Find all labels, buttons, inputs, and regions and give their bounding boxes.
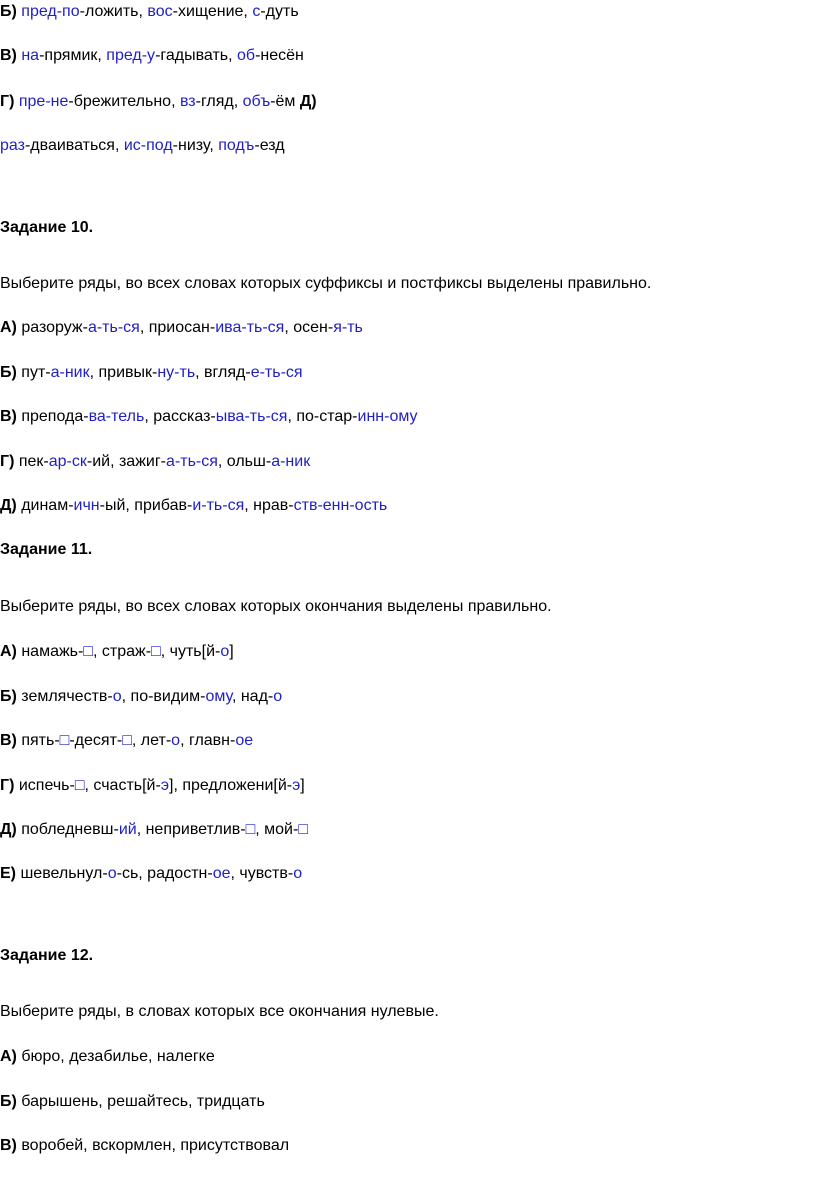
option-label: Б) <box>0 364 17 381</box>
option-row <box>0 318 363 338</box>
highlighted-morpheme: □ <box>74 777 85 794</box>
highlighted-morpheme: □ <box>83 643 94 660</box>
task-question: Выберите ряды, в словах которых все окончания нулевые. <box>0 1003 439 1020</box>
highlighted-morpheme: о <box>293 865 303 882</box>
highlighted-morpheme: □ <box>245 821 256 838</box>
option-row <box>0 496 387 516</box>
highlighted-morpheme: вос <box>147 3 173 20</box>
highlighted-morpheme: ое <box>235 732 254 749</box>
highlighted-morpheme: ыва-ть-ся <box>215 408 288 425</box>
word-text: -гадывать, <box>155 47 238 64</box>
word-text: , неприветлив- <box>136 821 246 838</box>
word-text: -ём <box>270 93 300 110</box>
highlighted-morpheme: ис-под <box>123 137 173 154</box>
word-text: -десят- <box>69 732 123 749</box>
word-text: бюро, дезабилье, налегке <box>21 1048 215 1065</box>
task-question: Выберите ряды, во всех словах которых окончания выделены правильно. <box>0 598 552 615</box>
word-text: , ольш- <box>217 453 272 470</box>
highlighted-morpheme: а-ник <box>50 364 90 381</box>
word-text: землячеств- <box>21 688 113 705</box>
option-row <box>0 452 310 472</box>
option-row <box>0 92 317 112</box>
highlighted-morpheme: □ <box>59 732 70 749</box>
highlighted-morpheme: о <box>107 865 117 882</box>
word-text: -ий, зажиг- <box>86 453 167 470</box>
word-text: -гляд, <box>195 93 243 110</box>
option-row <box>0 363 303 383</box>
highlighted-morpheme: □ <box>151 643 161 660</box>
option-label: А) <box>0 319 17 336</box>
task-title: Задание 12. <box>0 947 94 964</box>
option-label: Б) <box>0 688 17 705</box>
option-row <box>0 407 418 427</box>
option-row <box>0 731 253 751</box>
option-label: Г) <box>0 453 15 470</box>
highlighted-morpheme: ва-тель <box>88 408 145 425</box>
word-text: , нрав- <box>244 497 294 514</box>
option-row <box>0 46 304 66</box>
highlighted-morpheme: э <box>160 777 169 794</box>
word-text: , привык- <box>89 364 158 381</box>
option-label: Б) <box>0 1093 17 1110</box>
highlighted-morpheme: о <box>171 732 181 749</box>
word-text: , по-видим- <box>121 688 206 705</box>
option-label: А) <box>0 643 17 660</box>
option-row <box>0 2 299 22</box>
option-row <box>0 776 305 796</box>
highlighted-morpheme: ое <box>212 865 231 882</box>
option-row <box>0 1136 289 1156</box>
word-text: , осен- <box>284 319 334 336</box>
task-title: Задание 10. <box>0 219 94 236</box>
highlighted-morpheme: ива-ть-ся <box>215 319 285 336</box>
word-text: шевельнул- <box>20 865 108 882</box>
highlighted-morpheme: я-ть <box>333 319 363 336</box>
option-label: А) <box>0 1048 17 1065</box>
option-row-continuation <box>0 136 285 156</box>
highlighted-morpheme: ий <box>118 821 137 838</box>
word-text: -хищение, <box>172 3 253 20</box>
highlighted-morpheme: вз <box>179 93 196 110</box>
word-text: , чуть[й- <box>160 643 221 660</box>
highlighted-morpheme: ну-ть <box>157 364 196 381</box>
option-row <box>0 820 308 840</box>
option-row <box>0 642 234 662</box>
highlighted-morpheme: о <box>273 688 283 705</box>
option-label: В) <box>0 47 17 64</box>
word-text: пек- <box>18 453 49 470</box>
highlighted-morpheme: подъ <box>218 137 255 154</box>
option-label: Д) <box>0 821 17 838</box>
highlighted-morpheme: а-ник <box>271 453 311 470</box>
highlighted-morpheme: э <box>292 777 301 794</box>
word-text: испечь- <box>18 777 75 794</box>
word-text: воробей, вскормлен, присутствовал <box>21 1137 290 1154</box>
word-text: , лет- <box>131 732 172 749</box>
word-text: ] <box>229 643 234 660</box>
word-text: -прямик, <box>39 47 107 64</box>
word-text: намажь- <box>21 643 84 660</box>
option-label: Д) <box>299 93 317 110</box>
highlighted-morpheme: объ <box>242 93 271 110</box>
word-text: , рассказ- <box>144 408 216 425</box>
option-row <box>0 687 282 707</box>
option-label: В) <box>0 732 17 749</box>
word-text: ] <box>300 777 305 794</box>
option-row <box>0 1047 215 1067</box>
option-label: Д) <box>0 497 17 514</box>
highlighted-morpheme: ств-енн-ость <box>293 497 388 514</box>
option-label: В) <box>0 1137 17 1154</box>
highlighted-morpheme: раз <box>0 137 25 154</box>
highlighted-morpheme: ар-ск <box>48 453 87 470</box>
option-label: Г) <box>0 93 15 110</box>
word-text: , чувств- <box>230 865 294 882</box>
highlighted-morpheme: инн-ому <box>357 408 418 425</box>
option-label: Е) <box>0 865 16 882</box>
highlighted-morpheme: пред-по <box>21 3 80 20</box>
highlighted-morpheme: об <box>237 47 256 64</box>
highlighted-morpheme: пре-не <box>18 93 69 110</box>
word-text: -брежительно, <box>68 93 180 110</box>
word-text: -сь, радостн- <box>116 865 213 882</box>
highlighted-morpheme: е-ть-ся <box>250 364 303 381</box>
highlighted-morpheme: о <box>112 688 122 705</box>
word-text: , над- <box>231 688 274 705</box>
word-text: пут- <box>21 364 51 381</box>
word-text: -ый, прибав- <box>99 497 193 514</box>
word-text: барышень, решайтесь, тридцать <box>21 1093 265 1110</box>
word-text: , мой- <box>255 821 299 838</box>
option-label: Б) <box>0 3 17 20</box>
task-title: Задание 11. <box>0 541 93 558</box>
word-text: побледневш- <box>21 821 119 838</box>
word-text: -низу, <box>172 137 219 154</box>
highlighted-morpheme: о <box>220 643 230 660</box>
word-text: -несён <box>255 47 304 64</box>
word-text: -езд <box>254 137 285 154</box>
word-text: динам- <box>21 497 74 514</box>
word-text: , страж- <box>93 643 152 660</box>
word-text: -дуть <box>260 3 299 20</box>
word-text: препода- <box>21 408 89 425</box>
highlighted-morpheme: с <box>252 3 261 20</box>
highlighted-morpheme: □ <box>122 732 132 749</box>
task-question: Выберите ряды, во всех словах которых суффиксы и постфиксы выделены правильно. <box>0 275 652 292</box>
option-row <box>0 864 302 884</box>
highlighted-morpheme: ичн <box>73 497 100 514</box>
word-text: , вгляд- <box>195 364 251 381</box>
highlighted-morpheme: а-ть-ся <box>87 319 140 336</box>
word-text: -ложить, <box>79 3 148 20</box>
highlighted-morpheme: пред-у <box>106 47 156 64</box>
option-label: В) <box>0 408 17 425</box>
option-row <box>0 1092 265 1112</box>
word-text: разоруж- <box>21 319 88 336</box>
highlighted-morpheme: ому <box>205 688 232 705</box>
word-text: , по-стар- <box>287 408 358 425</box>
word-text: пять- <box>21 732 60 749</box>
highlighted-morpheme: □ <box>298 821 308 838</box>
word-text: , приосан- <box>139 319 216 336</box>
word-text: ], предложени[й- <box>169 777 293 794</box>
word-text: -дваиваться, <box>24 137 124 154</box>
option-label: Г) <box>0 777 15 794</box>
highlighted-morpheme: на <box>21 47 40 64</box>
highlighted-morpheme: а-ть-ся <box>166 453 218 470</box>
word-text: , главн- <box>180 732 236 749</box>
highlighted-morpheme: и-ть-ся <box>192 497 245 514</box>
word-text: , счасть[й- <box>84 777 161 794</box>
